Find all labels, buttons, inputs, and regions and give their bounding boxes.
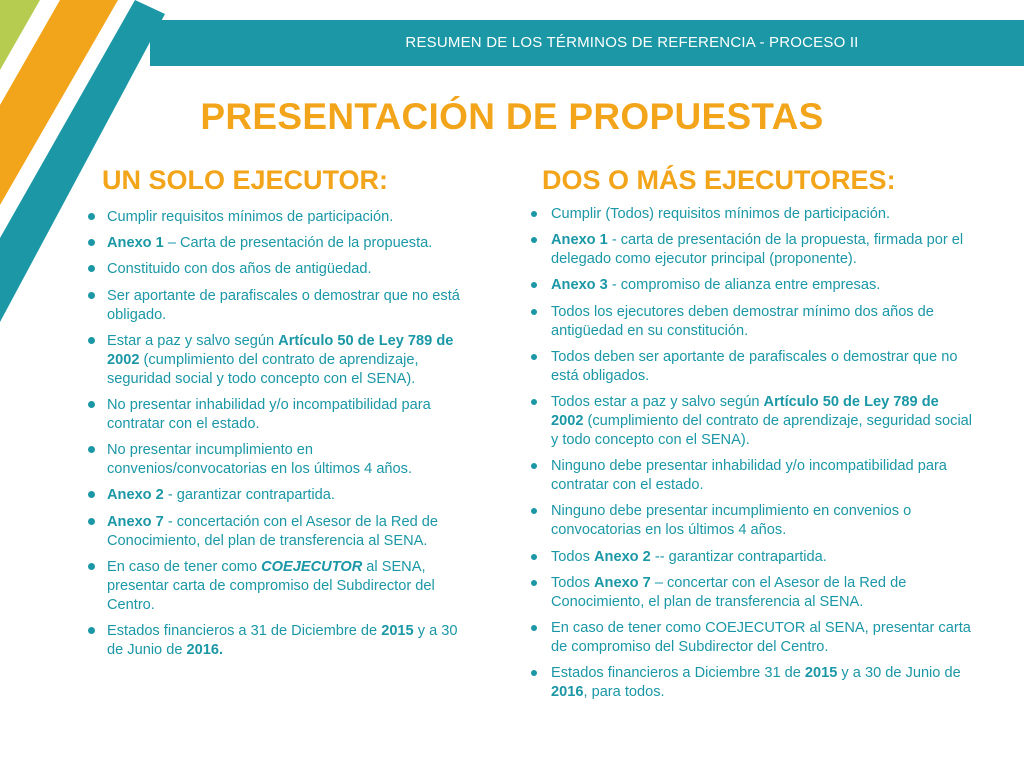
list-item [530,502,975,540]
item-bold: Anexo 2 [107,487,164,504]
item-bold: Anexo 1 [107,235,164,252]
item-text: al SENA, presentar carta de compromiso del Subdirector del Centro. [107,558,435,613]
item-text: , para todos. [583,684,665,701]
right-requirements-list [530,205,975,709]
item-bold: 2015 [804,665,838,682]
list-item [86,260,466,279]
list-item [86,441,466,479]
item-text: (cumplimiento del contrato de aprendizaje, seguridad social y todo concepto con el SENA). [107,351,419,387]
list-item [530,276,975,295]
item-text: Ser aportante de parafiscales o demostrar que no está obligado. [107,287,460,323]
item-bold: Anexo 7 [107,513,164,530]
item-text: En caso de tener como COEJECUTOR al SENA, presentar carta de compromiso del Subdirector del Centro. [551,619,971,655]
item-bold: 2015 [381,622,414,639]
item-text: No presentar incumplimiento en convenios/convocatorias en los últimos 4 años. [107,442,413,478]
list-item [530,348,975,386]
item-text: - carta de presentación de la propuesta, firmada por el delegado como ejecutor principal (proponente). [551,232,964,268]
item-text: - concertación con el Asesor de la Red de Conocimiento, del plan de transferencia al SENA. [107,513,438,549]
item-text: Cumplir requisitos mínimos de participación. [107,209,394,225]
list-item [86,287,466,325]
item-text: Estados financieros a 31 de Diciembre de [107,622,382,639]
item-text: En caso de tener como [107,558,262,575]
header-bar [150,20,1024,66]
list-item [530,457,975,495]
list-item [86,332,466,389]
item-text: Estados financieros a Diciembre 31 de [551,665,805,682]
list-item [86,396,466,434]
item-text: No presentar inhabilidad y/o incompatibilidad para contratar con el estado. [107,396,431,432]
item-bold: Anexo 3 [551,277,608,294]
item-text: y a 30 de Junio de [107,622,458,658]
item-text: Estar a paz y salvo según [107,332,279,349]
item-text: Todos estar a paz y salvo según [551,393,764,410]
list-item [530,231,975,269]
item-bold: Anexo 7 [594,574,651,591]
item-text: Constituido con dos años de antigüedad. [107,261,372,278]
item-text: Todos [551,548,594,565]
left-requirements-list [86,208,466,667]
header-text: RESUMEN DE LOS TÉRMINOS DE REFERENCIA - PROCESO II [405,34,859,51]
item-text: y a 30 de Junio de [837,665,961,682]
item-bold: Artículo 50 de Ley 789 de 2002 [551,393,939,429]
page-title: PRESENTACIÓN DE PROPUESTAS [200,96,824,137]
list-item [530,393,975,450]
item-text: – concertar con el Asesor de la Red de Conocimiento, el plan de transferencia al SENA. [551,574,907,610]
item-bold: Anexo 1 [551,232,608,249]
list-item [86,622,466,660]
item-text: - compromiso de alianza entre empresas. [607,277,881,294]
list-item [530,574,975,612]
item-bold: 2016. [186,641,224,658]
item-text: Todos deben ser aportante de parafiscales o demostrar que no está obligados. [551,348,958,384]
item-text: -- garantizar contrapartida. [650,548,827,565]
list-item [530,619,975,657]
item-bold: Anexo 2 [594,548,651,565]
right-column-heading: DOS O MÁS EJECUTORES: [542,165,896,195]
item-text: Ninguno debe presentar incumplimiento en convenios o convocatorias en los últimos 4 años. [551,503,912,539]
list-item [530,205,975,224]
item-text: Todos [551,574,594,591]
item-text: Ninguno debe presentar inhabilidad y/o incompatibilidad para contratar con el estado. [551,458,947,494]
item-bold: 2016 [551,684,584,701]
item-bold: Artículo 50 de Ley 789 de 2002 [107,332,454,368]
list-item [530,664,975,702]
item-emphasis: COEJECUTOR [261,558,363,575]
item-text: Cumplir (Todos) requisitos mínimos de participación. [551,206,891,222]
list-item [86,486,466,505]
item-text: (cumplimiento del contrato de aprendizaje, seguridad social y todo concepto con el SENA). [551,412,973,448]
list-item [530,303,975,341]
list-item [86,208,466,227]
item-text: Todos los ejecutores deben demostrar mínimo dos años de antigüedad en su constitución. [551,303,934,339]
item-text: - garantizar contrapartida. [163,487,335,504]
list-item [86,513,466,551]
list-item [86,558,466,615]
left-column-heading: UN SOLO EJECUTOR: [102,165,389,195]
item-text: – Carta de presentación de la propuesta. [163,235,433,252]
list-item [86,234,466,253]
list-item [530,548,975,567]
